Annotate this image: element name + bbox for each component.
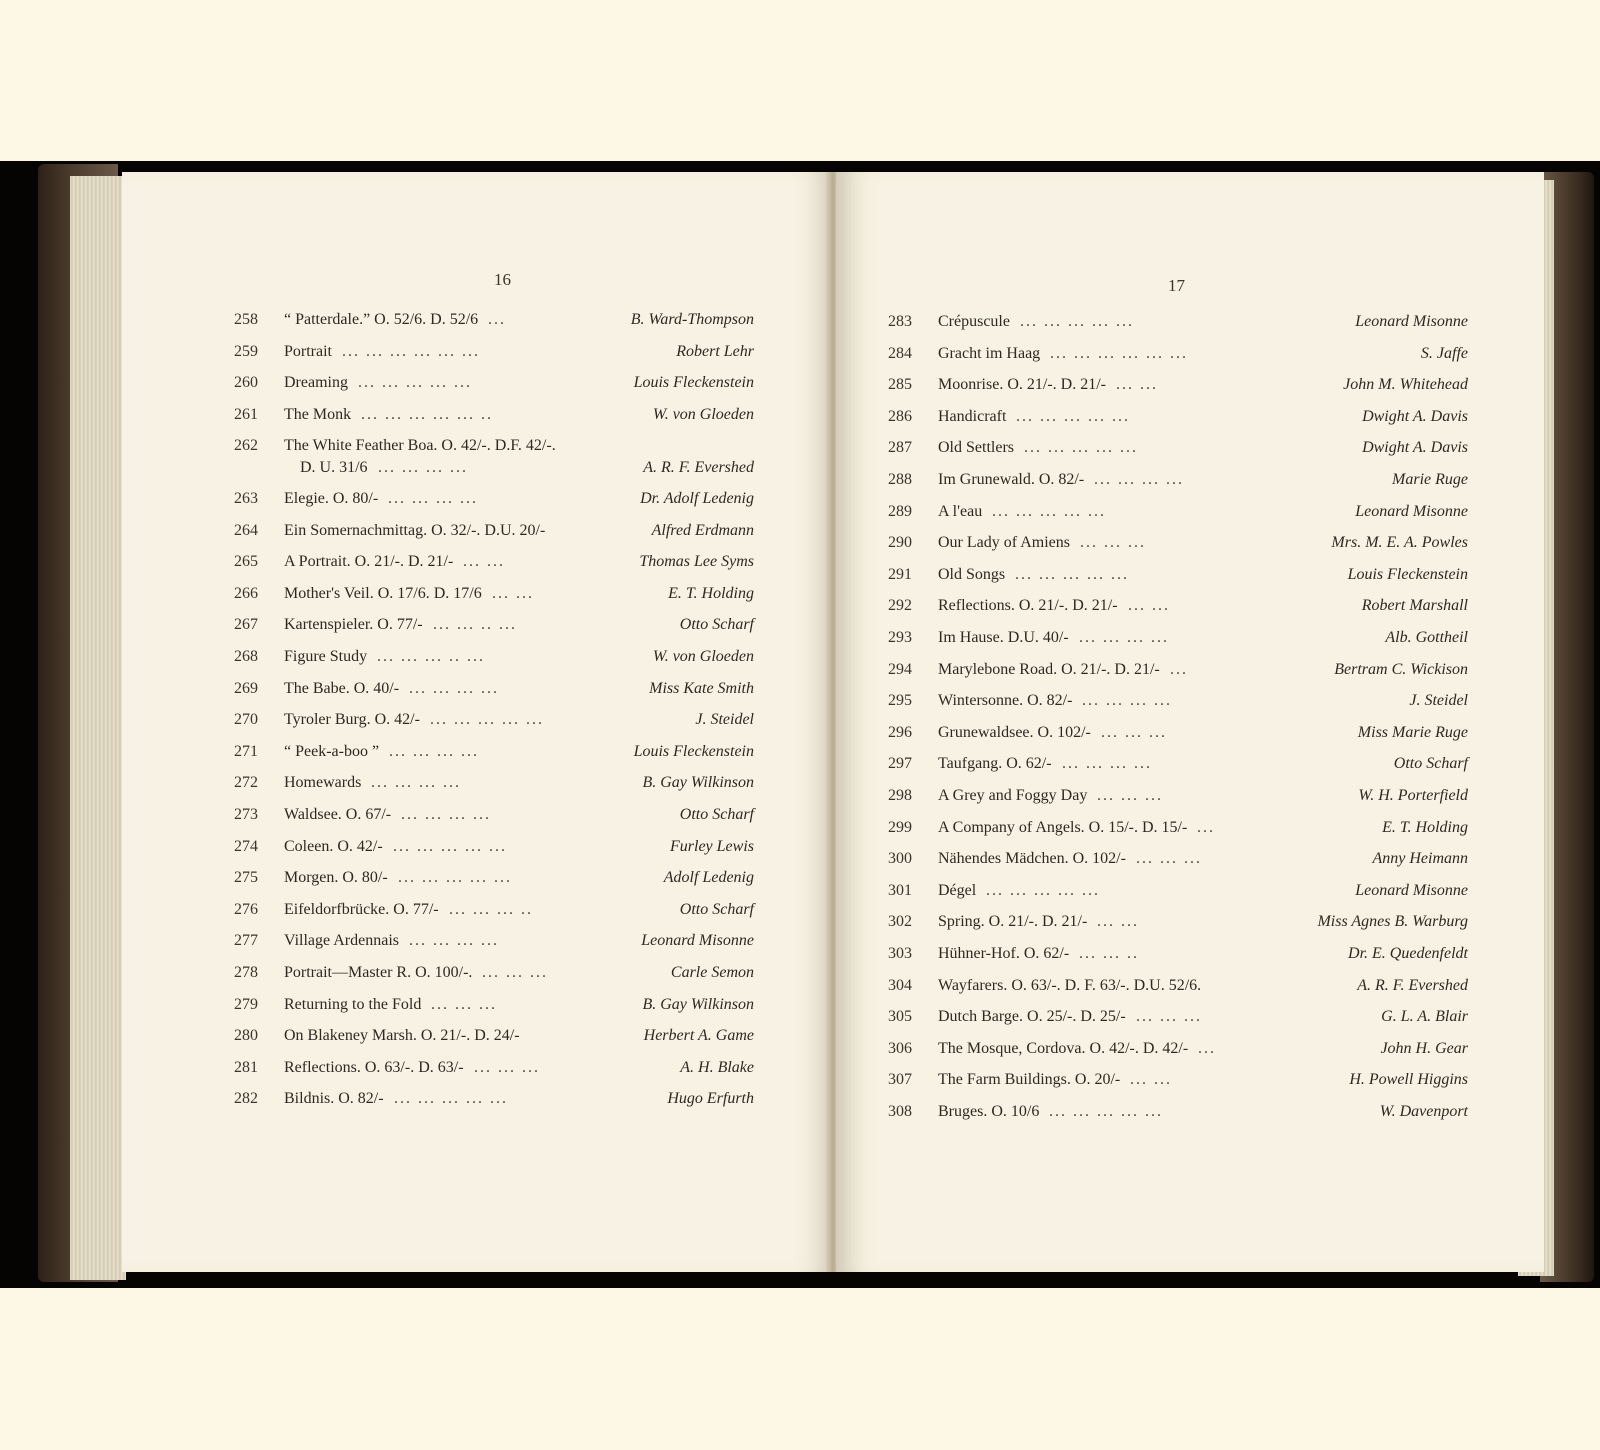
entry-title: Reflections. O. 63/-. D. 63/- xyxy=(284,1058,464,1076)
dot-leaders: ... ... ... .. ... xyxy=(377,648,485,665)
entry-artist: J. Steidel xyxy=(1409,692,1468,710)
entry-number: 299 xyxy=(888,818,912,836)
entry-artist: Furley Lewis xyxy=(670,837,754,855)
entry-number: 295 xyxy=(888,692,912,710)
catalogue-entry xyxy=(234,931,754,951)
catalogue-entry xyxy=(234,342,754,362)
catalogue-entry xyxy=(234,837,754,857)
catalogue-entry xyxy=(234,310,754,330)
dot-leaders: ... ... ... xyxy=(482,964,548,981)
catalogue-entry xyxy=(888,1007,1468,1027)
entry-artist: Otto Scharf xyxy=(679,900,754,918)
catalogue-entry xyxy=(234,1058,754,1078)
entry-artist: Leonard Misonne xyxy=(1355,881,1468,899)
entry-title: Marylebone Road. O. 21/-. D. 21/- xyxy=(938,660,1160,678)
entry-title: Elegie. O. 80/- xyxy=(284,490,379,507)
entry-number: 290 xyxy=(888,534,912,552)
entry-number: 303 xyxy=(888,945,912,962)
entry-title: Old Songs xyxy=(938,565,1006,583)
entry-number: 280 xyxy=(234,1027,258,1045)
entry-title: Bruges. O. 10/6 xyxy=(938,1103,1040,1120)
entry-title: Handicraft xyxy=(938,407,1007,425)
entry-number: 259 xyxy=(234,342,258,360)
entry-artist: Otto Scharf xyxy=(1393,755,1468,773)
page-edges-left xyxy=(70,176,126,1280)
entry-title: “ Patterdale.” O. 52/6. D. 52/6 xyxy=(284,311,479,328)
dot-leaders: ... ... ... xyxy=(1136,850,1202,868)
dot-leaders: ... ... ... ... ... xyxy=(1016,407,1130,425)
entry-artist: A. H. Blake xyxy=(680,1058,754,1076)
entry-title: Moonrise. O. 21/-. D. 21/- xyxy=(938,376,1106,394)
entry-number: 267 xyxy=(234,616,258,634)
dot-leaders: ... ... ... xyxy=(1136,1008,1202,1026)
dot-leaders: ... ... ... ... ... xyxy=(1015,565,1129,583)
dot-leaders: ... ... ... ... ... xyxy=(394,1090,508,1108)
right-page xyxy=(836,172,1544,1272)
entry-title: Im Hause. D.U. 40/- xyxy=(938,629,1069,646)
catalogue-entry xyxy=(234,405,754,425)
catalogue-entry xyxy=(888,944,1468,964)
dot-leaders: ... ... ... xyxy=(1101,723,1167,741)
catalogue-entry xyxy=(234,1089,754,1109)
entry-number: 260 xyxy=(234,374,258,392)
entry-artist: Marie Ruge xyxy=(1392,471,1468,488)
entry-artist: Mrs. M. E. A. Powles xyxy=(1331,534,1468,552)
catalogue-entry xyxy=(888,881,1468,901)
catalogue-entry xyxy=(234,868,754,888)
dot-leaders: ... ... xyxy=(1097,913,1139,931)
page-number: 16 xyxy=(494,270,511,289)
dot-leaders: ... xyxy=(488,311,506,328)
entry-title: A Portrait. O. 21/-. D. 21/- xyxy=(284,553,454,571)
entry-number: 292 xyxy=(888,597,912,615)
entry-title: Eifeldorfbrücke. O. 77/- xyxy=(284,900,439,918)
dot-leaders: ... ... ... ... ... ... xyxy=(342,342,480,360)
catalogue-entry xyxy=(888,628,1468,648)
entry-artist: E. T. Holding xyxy=(668,584,754,602)
entry-number: 270 xyxy=(234,711,258,729)
entry-title: Waldsee. O. 67/- xyxy=(284,806,392,823)
entry-artist: Bertram C. Wickison xyxy=(1334,660,1468,678)
entry-number: 305 xyxy=(888,1008,912,1026)
entry-artist: John M. Whitehead xyxy=(1343,376,1468,394)
dot-leaders: ... xyxy=(1198,1039,1216,1057)
entry-artist: H. Powell Higgins xyxy=(1349,1071,1468,1089)
catalogue-entry xyxy=(234,552,754,572)
entry-number: 275 xyxy=(234,869,258,887)
catalogue-entry xyxy=(234,615,754,635)
dot-leaders: ... ... ... ... xyxy=(409,679,499,697)
catalogue-entry xyxy=(234,679,754,699)
catalogue-entry xyxy=(888,786,1468,806)
entry-title: Gracht im Haag xyxy=(938,344,1041,362)
catalogue-entry xyxy=(888,723,1468,743)
entry-artist: Dwight A. Davis xyxy=(1362,407,1468,425)
entry-artist: Miss Agnes B. Warburg xyxy=(1317,913,1468,931)
entry-number: 287 xyxy=(888,439,912,457)
entry-artist: Anny Heimann xyxy=(1372,850,1468,868)
entry-artist: E. T. Holding xyxy=(1382,818,1468,836)
entry-artist: Thomas Lee Syms xyxy=(639,553,754,571)
entry-title: Spring. O. 21/-. D. 21/- xyxy=(938,913,1088,931)
entry-artist: John H. Gear xyxy=(1380,1039,1468,1057)
entry-artist: W. von Gloeden xyxy=(652,648,754,665)
entry-title: The Farm Buildings. O. 20/- xyxy=(938,1071,1121,1089)
entry-title: Mother's Veil. O. 17/6. D. 17/6 xyxy=(284,584,482,602)
catalogue-entry xyxy=(234,773,754,793)
catalogue-entry xyxy=(234,710,754,730)
dot-leaders: ... ... ... ... xyxy=(378,459,468,477)
entry-title: Nähendes Mädchen. O. 102/- xyxy=(938,850,1126,868)
catalogue-entry xyxy=(234,805,754,825)
dot-leaders: ... ... ... ... ... xyxy=(1024,439,1138,457)
entry-artist: Leonard Misonne xyxy=(1355,502,1468,520)
entry-title: Coleen. O. 42/- xyxy=(284,837,383,855)
entry-artist: Leonard Misonne xyxy=(1355,313,1468,330)
dot-leaders: ... xyxy=(1170,660,1188,678)
entry-title: On Blakeney Marsh. O. 21/-. D. 24/- xyxy=(284,1027,520,1045)
entry-artist: J. Steidel xyxy=(695,711,754,729)
entry-artist: Carle Semon xyxy=(670,964,754,981)
catalogue-entry xyxy=(888,470,1468,490)
catalogue-entry xyxy=(888,1070,1468,1090)
entry-artist: Alfred Erdmann xyxy=(651,521,754,539)
entry-number: 262 xyxy=(234,437,258,455)
entry-number: 297 xyxy=(888,755,912,773)
dot-leaders: ... xyxy=(1197,818,1215,836)
entry-number: 304 xyxy=(888,976,912,994)
entry-title: “ Peek-a-boo ” xyxy=(284,742,380,760)
dot-leaders: ... ... ... ... ... ... xyxy=(1050,344,1188,362)
entry-title: Kartenspieler. O. 77/- xyxy=(284,616,423,634)
entry-number: 282 xyxy=(234,1090,258,1108)
catalogue-entry xyxy=(888,533,1468,553)
entry-number: 308 xyxy=(888,1103,912,1120)
dot-leaders: ... ... xyxy=(463,553,505,571)
catalogue-entry xyxy=(888,912,1468,932)
dot-leaders: ... ... ... xyxy=(1097,787,1163,804)
entry-number: 296 xyxy=(888,723,912,741)
entry-number: 278 xyxy=(234,964,258,981)
entry-list xyxy=(234,310,754,1210)
entry-number: 284 xyxy=(888,344,912,362)
entry-artist: Louis Fleckenstein xyxy=(633,742,754,760)
entry-title: The Mosque, Cordova. O. 42/-. D. 42/- xyxy=(938,1039,1189,1057)
entry-number: 268 xyxy=(234,648,258,665)
entry-artist: A. R. F. Evershed xyxy=(1357,976,1468,994)
entry-number: 306 xyxy=(888,1039,912,1057)
entry-title: Dutch Barge. O. 25/-. D. 25/- xyxy=(938,1008,1126,1026)
entry-number: 286 xyxy=(888,407,912,425)
entry-title: Portrait—Master R. O. 100/-. xyxy=(284,964,473,981)
dot-leaders: ... ... ... ... xyxy=(1082,692,1172,710)
entry-title: Dégel xyxy=(938,881,977,899)
dot-leaders: ... ... ... ... xyxy=(401,806,491,823)
entry-artist: A. R. F. Evershed xyxy=(643,459,754,477)
entry-title: Dreaming xyxy=(284,374,348,392)
catalogue-entry xyxy=(888,502,1468,522)
dot-leaders: ... ... ... xyxy=(431,995,497,1013)
dot-leaders: ... ... ... ... ... xyxy=(398,869,512,887)
entry-title: Im Grunewald. O. 82/- xyxy=(938,471,1085,488)
catalogue-entry xyxy=(234,373,754,393)
entry-artist: Otto Scharf xyxy=(679,806,754,823)
dot-leaders: ... ... ... ... ... xyxy=(430,711,544,729)
entry-title: The Monk xyxy=(284,405,352,423)
entry-artist: Adolf Ledenig xyxy=(663,869,754,887)
catalogue-entry xyxy=(888,344,1468,364)
entry-title: Morgen. O. 80/- xyxy=(284,869,388,887)
catalogue-entry xyxy=(888,754,1468,774)
entry-number: 283 xyxy=(888,313,912,330)
catalogue-entry xyxy=(234,900,754,920)
entry-number: 281 xyxy=(234,1058,258,1076)
dot-leaders: ... ... xyxy=(1130,1071,1172,1089)
entry-artist: Otto Scharf xyxy=(679,616,754,634)
entry-title: A Company of Angels. O. 15/-. D. 15/- xyxy=(938,818,1188,836)
dot-leaders: ... ... ... ... xyxy=(1079,629,1169,646)
entry-artist: B. Gay Wilkinson xyxy=(642,774,754,792)
dot-leaders: ... ... ... ... xyxy=(389,742,479,760)
dot-leaders: ... ... ... ... ... xyxy=(986,881,1100,899)
entry-title: Grunewaldsee. O. 102/- xyxy=(938,723,1091,741)
entry-artist: Miss Kate Smith xyxy=(649,679,754,697)
entry-artist: Hugo Erfurth xyxy=(667,1090,754,1108)
entry-title: Hühner-Hof. O. 62/- xyxy=(938,945,1070,962)
entry-artist: S. Jaffe xyxy=(1420,344,1468,362)
entry-number: 277 xyxy=(234,932,258,950)
catalogue-entry xyxy=(888,849,1468,869)
entry-title: Portrait xyxy=(284,342,332,360)
entry-number: 264 xyxy=(234,521,258,539)
entry-artist: Alb. Gottheil xyxy=(1385,629,1468,646)
entry-artist: Leonard Misonne xyxy=(641,932,754,950)
entry-number: 261 xyxy=(234,405,258,423)
entry-number: 301 xyxy=(888,881,912,899)
entry-number: 293 xyxy=(888,629,912,646)
dot-leaders: ... ... ... ... ... xyxy=(1049,1103,1163,1120)
entry-number: 274 xyxy=(234,837,258,855)
catalogue-entry xyxy=(234,647,754,667)
entry-title: Village Ardennais xyxy=(284,932,400,950)
entry-title: The Babe. O. 40/- xyxy=(284,679,400,697)
entry-artist: Dr. E. Quedenfeldt xyxy=(1348,945,1468,962)
catalogue-entry xyxy=(888,596,1468,616)
entry-number: 300 xyxy=(888,850,912,868)
entry-number: 285 xyxy=(888,376,912,394)
entry-artist: B. Ward-Thompson xyxy=(630,311,754,328)
entry-number: 269 xyxy=(234,679,258,697)
dot-leaders: ... ... ... ... ... .. xyxy=(361,405,493,423)
entry-title: A l'eau xyxy=(938,502,983,520)
dot-leaders: ... ... ... ... ... xyxy=(358,374,472,392)
dot-leaders: ... ... ... ... xyxy=(388,490,478,507)
entry-title: Bildnis. O. 82/- xyxy=(284,1090,384,1108)
entry-number: 266 xyxy=(234,584,258,602)
dot-leaders: ... ... xyxy=(1116,376,1158,394)
dot-leaders: ... ... ... ... xyxy=(371,774,461,792)
entry-title: Wayfarers. O. 63/-. D. F. 63/-. D.U. 52/6. xyxy=(938,976,1202,994)
entry-number: 258 xyxy=(234,311,258,328)
entry-title: Homewards xyxy=(284,774,362,792)
entry-number: 294 xyxy=(888,660,912,678)
catalogue-entry xyxy=(888,976,1468,996)
entry-number: 271 xyxy=(234,742,258,760)
catalogue-entry xyxy=(234,521,754,541)
entry-artist: W. H. Porterfield xyxy=(1358,787,1468,804)
dot-leaders: ... ... xyxy=(1128,597,1170,615)
dot-leaders: ... ... ... .. xyxy=(449,900,533,918)
catalogue-entry xyxy=(888,565,1468,585)
entry-artist: Dr. Adolf Ledenig xyxy=(640,490,754,507)
entry-title: The White Feather Boa. O. 42/-. D.F. 42/-. xyxy=(284,437,556,455)
entry-title: Tyroler Burg. O. 42/- xyxy=(284,711,420,729)
entry-artist: Robert Marshall xyxy=(1361,597,1468,615)
entry-number: 302 xyxy=(888,913,912,931)
entry-artist: G. L. A. Blair xyxy=(1381,1008,1468,1026)
catalogue-entry xyxy=(888,407,1468,427)
catalogue-entry xyxy=(234,742,754,762)
catalogue-entry xyxy=(888,818,1468,838)
dot-leaders: ... ... .. xyxy=(1079,945,1139,962)
dot-leaders: ... ... ... ... xyxy=(409,932,499,950)
entry-title: Wintersonne. O. 82/- xyxy=(938,692,1073,710)
catalogue-entry xyxy=(234,995,754,1015)
entry-number: 307 xyxy=(888,1071,912,1089)
entry-title: Reflections. O. 21/-. D. 21/- xyxy=(938,597,1118,615)
entry-title: Returning to the Fold xyxy=(284,995,422,1013)
catalogue-entry xyxy=(888,691,1468,711)
dot-leaders: ... ... ... xyxy=(474,1058,540,1076)
catalogue-entry xyxy=(234,1026,754,1046)
entry-title: Taufgang. O. 62/- xyxy=(938,755,1052,773)
entry-artist: B. Gay Wilkinson xyxy=(642,995,754,1013)
entry-number: 263 xyxy=(234,490,258,507)
entry-title: Crépuscule xyxy=(938,313,1010,330)
catalogue-entry xyxy=(888,1102,1468,1122)
entry-artist: W. von Gloeden xyxy=(652,405,754,423)
entry-artist: Dwight A. Davis xyxy=(1362,439,1468,457)
dot-leaders: ... ... .. ... xyxy=(433,616,517,634)
entry-artist: Louis Fleckenstein xyxy=(633,374,754,392)
dot-leaders: ... ... ... ... ... xyxy=(992,502,1106,520)
catalogue-entry xyxy=(234,436,754,478)
entry-title: A Grey and Foggy Day xyxy=(938,787,1088,804)
entry-artist: Miss Marie Ruge xyxy=(1357,723,1468,741)
entry-artist: Herbert A. Game xyxy=(643,1027,754,1045)
catalogue-entry xyxy=(888,438,1468,458)
entry-artist: W. Davenport xyxy=(1379,1103,1468,1120)
dot-leaders: ... ... ... ... xyxy=(1062,755,1152,773)
entry-number: 291 xyxy=(888,565,912,583)
entry-number: 288 xyxy=(888,471,912,488)
entry-number: 265 xyxy=(234,553,258,571)
dot-leaders: ... ... ... xyxy=(1080,534,1146,552)
page-number: 17 xyxy=(1168,276,1185,295)
entry-title-continued: D. U. 31/6 xyxy=(300,459,368,477)
entry-number: 279 xyxy=(234,995,258,1013)
entry-title: Old Settlers xyxy=(938,439,1014,457)
entry-artist: Robert Lehr xyxy=(676,342,754,360)
entry-number: 289 xyxy=(888,502,912,520)
catalogue-entry xyxy=(888,1039,1468,1059)
entry-number: 276 xyxy=(234,900,258,918)
entry-title: Figure Study xyxy=(284,648,368,665)
dot-leaders: ... ... ... ... xyxy=(1094,471,1184,488)
entry-number: 272 xyxy=(234,774,258,792)
entry-list xyxy=(888,312,1468,1212)
entry-artist: Louis Fleckenstein xyxy=(1347,565,1468,583)
entry-title: Our Lady of Amiens xyxy=(938,534,1070,552)
entry-title: Ein Somernachmittag. O. 32/-. D.U. 20/- xyxy=(284,521,546,539)
catalogue-entry xyxy=(888,312,1468,332)
left-page xyxy=(122,172,834,1272)
entry-number: 273 xyxy=(234,806,258,823)
catalogue-entry xyxy=(888,660,1468,680)
dot-leaders: ... ... xyxy=(492,584,534,602)
catalogue-entry xyxy=(234,489,754,509)
catalogue-entry xyxy=(234,963,754,983)
catalogue-entry xyxy=(234,584,754,604)
dot-leaders: ... ... ... ... ... xyxy=(1020,313,1134,330)
dot-leaders: ... ... ... ... ... xyxy=(393,837,507,855)
entry-number: 298 xyxy=(888,787,912,804)
catalogue-entry xyxy=(888,375,1468,395)
